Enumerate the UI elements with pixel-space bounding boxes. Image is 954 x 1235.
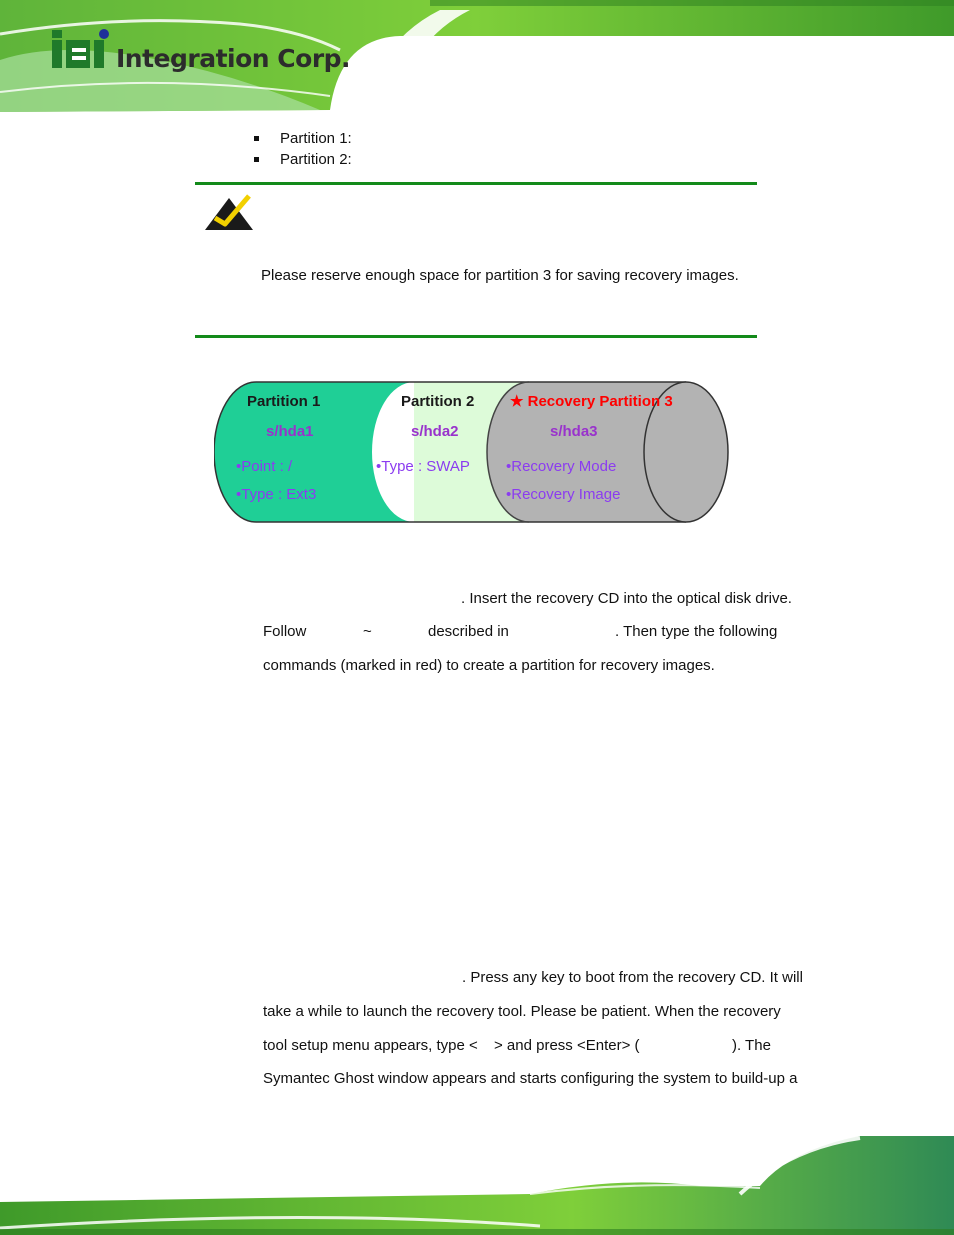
- step2-line1: . Press any key to boot from the recovery CD. It will: [462, 969, 803, 986]
- footer-banner: [0, 1130, 954, 1235]
- partition3-line: •Recovery Image: [506, 486, 621, 503]
- note-text: Please reserve enough space for partition 3 for saving recovery images.: [261, 267, 739, 284]
- partition3-device: s/hda3: [550, 423, 598, 440]
- step1-line2-b: ~: [363, 623, 372, 640]
- partition3-line: •Recovery Mode: [506, 458, 617, 475]
- step1-line2-c: described in: [428, 623, 509, 640]
- list-item-label: Partition 2:: [280, 151, 352, 168]
- checkmark-note-icon: [203, 192, 255, 232]
- logo-text: Integration Corp.: [116, 44, 351, 73]
- partition-list: [254, 128, 352, 170]
- bullet-icon: [254, 136, 259, 141]
- note-bottom-rule: [195, 335, 757, 338]
- bullet-icon: [254, 157, 259, 162]
- list-item-label: Partition 1:: [280, 130, 352, 147]
- partition1-line: •Type : Ext3: [236, 486, 317, 503]
- note-top-rule: [195, 182, 757, 185]
- step1-line3: commands (marked in red) to create a partition for recovery images.: [263, 657, 715, 674]
- step2-line3-a: tool setup menu appears, type <: [263, 1037, 478, 1054]
- partition3-title: ★ Recovery Partition 3: [510, 393, 673, 410]
- step2-line2: take a while to launch the recovery tool. Please be patient. When the recovery: [263, 1003, 781, 1020]
- partition1-title: Partition 1: [247, 393, 321, 410]
- step1-line2-d: . Then type the following: [615, 623, 778, 640]
- partition1-device: s/hda1: [266, 423, 314, 440]
- step2-line4: Symantec Ghost window appears and starts configuring the system to build-up a: [263, 1070, 798, 1087]
- partition1-line: •Point : /: [236, 458, 293, 475]
- partition2-device: s/hda2: [411, 423, 459, 440]
- partition2-title: Partition 2: [401, 393, 475, 410]
- list-item: [254, 128, 352, 149]
- step2-line3-c: ). The: [732, 1037, 771, 1054]
- step2-line3-b: > and press <Enter> (: [494, 1037, 640, 1054]
- step1-line2-a: Follow: [263, 623, 307, 640]
- list-item: [254, 149, 352, 170]
- partition2-line: •Type : SWAP: [376, 458, 470, 475]
- step1-line1: . Insert the recovery CD into the optical disk drive.: [461, 590, 792, 607]
- iei-logo-icon: [48, 28, 116, 72]
- partition-diagram: [214, 378, 734, 528]
